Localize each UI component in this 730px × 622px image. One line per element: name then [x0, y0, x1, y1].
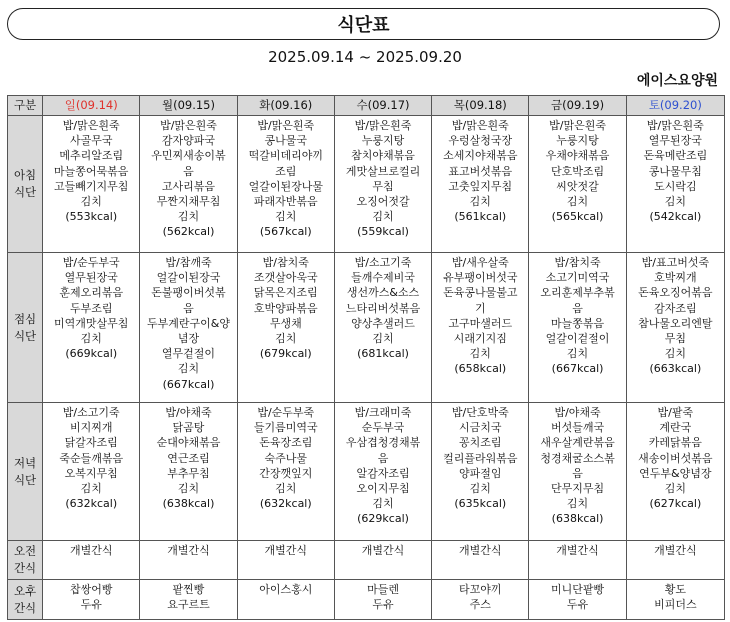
menu-item: 김치: [80, 482, 102, 496]
menu-item: 김치: [469, 195, 491, 209]
menu-item: 밥/소고기죽: [62, 406, 120, 419]
calorie-value: (638kcal): [551, 512, 604, 526]
menu-item: 참치야채볶음: [351, 149, 415, 163]
menu-cell: [237, 403, 334, 541]
menu-item: 청경채굴소스볶: [540, 451, 615, 465]
menu-item: 들기름미역국: [253, 421, 318, 435]
menu-item: 김치: [275, 482, 297, 496]
menu-item: 들깨수제비국: [351, 271, 415, 285]
menu-item: 김치: [469, 347, 491, 361]
calorie-value: (627kcal): [649, 497, 702, 511]
menu-item: 아이스홍시: [259, 583, 313, 596]
row-pm-snack: [8, 580, 725, 620]
menu-body: [8, 116, 725, 620]
menu-item: 김치: [80, 195, 102, 209]
menu-item: 밥/맑은흰죽: [160, 119, 217, 132]
row-label-line: 아침: [13, 168, 37, 182]
menu-item: 밥/맑은흰죽: [549, 119, 606, 132]
corner-cell: 구분: [8, 96, 43, 116]
menu-cell: [529, 253, 626, 403]
calorie-value: (635kcal): [454, 497, 507, 511]
day-header-fri: 금(09.19): [529, 96, 626, 116]
menu-cell: [334, 541, 431, 580]
menu-item: 버섯들깨국: [550, 421, 605, 435]
menu-cell: [626, 116, 724, 253]
menu-item: 김치: [372, 210, 394, 224]
menu-item: 무침: [372, 179, 394, 193]
menu-item: 개별간식: [167, 544, 210, 557]
calorie-value: (669kcal): [65, 347, 118, 361]
menu-item: 돈육장조림: [259, 436, 313, 450]
menu-item: 표고버섯볶음: [448, 164, 513, 178]
menu-item: 밥/팥죽: [657, 406, 694, 419]
menu-item: 파래자반볶음: [253, 195, 318, 209]
row-label-line: 오후: [13, 583, 37, 598]
menu-cell: [43, 541, 140, 580]
menu-item: 김치: [469, 482, 491, 496]
day-header-tue: 화(09.16): [237, 96, 334, 116]
menu-cell: [140, 403, 237, 541]
menu-cell: [529, 541, 626, 580]
day-header-sun: 일(09.14): [43, 96, 140, 116]
menu-item: 팥찐빵: [172, 583, 205, 596]
menu-item: 우민찌새송이볶: [151, 149, 226, 163]
calorie-value: (561kcal): [454, 210, 507, 224]
day-header-wed: 수(09.17): [334, 96, 431, 116]
menu-item: 마들렌: [367, 583, 399, 596]
menu-item: 돈육오징어볶음: [638, 286, 713, 300]
menu-cell: [334, 253, 431, 403]
menu-cell: [237, 580, 334, 620]
menu-item: 죽순들깨볶음: [59, 451, 124, 465]
row-label-pm-snack: [8, 580, 43, 620]
menu-item: 카레닭볶음: [648, 436, 702, 450]
menu-table: [7, 95, 725, 620]
menu-item: 김치: [664, 347, 686, 361]
menu-cell: [237, 541, 334, 580]
menu-item: 밥/순두부죽: [257, 406, 315, 419]
menu-cell: [432, 580, 529, 620]
menu-item: 느타리버섯볶음: [345, 301, 421, 315]
menu-cell: [432, 541, 529, 580]
menu-cell: [626, 403, 724, 541]
menu-item: 두부계란구이&양: [147, 316, 230, 330]
menu-item: 기: [474, 301, 486, 315]
menu-cell: [140, 580, 237, 620]
menu-item: 밥/야채죽: [554, 406, 601, 419]
menu-item: 생선까스&소스: [346, 286, 420, 300]
calorie-value: (667kcal): [162, 377, 215, 391]
menu-item: 호박찌개: [654, 271, 697, 285]
calorie-value: (667kcal): [551, 362, 604, 376]
menu-cell: [43, 253, 140, 403]
menu-item: 김치: [372, 332, 394, 346]
menu-item: 얼갈이된장나물: [248, 179, 323, 193]
menu-cell: [334, 580, 431, 620]
row-label-am-snack: [8, 541, 43, 580]
menu-item: 타꼬야끼: [459, 583, 502, 596]
menu-item: 밥/크래미죽: [354, 406, 412, 419]
menu-item: 순두부국: [361, 421, 405, 435]
calorie-value: (632kcal): [259, 497, 312, 511]
menu-item: 김치: [664, 482, 686, 496]
menu-item: 양상추샐러드: [351, 316, 415, 330]
menu-item: 고구마샐러드: [448, 316, 513, 330]
menu-cell: [43, 116, 140, 253]
row-label-line: 간식: [13, 600, 37, 615]
menu-item: 돈육콩나물불고: [443, 286, 518, 300]
menu-item: 두부조림: [69, 301, 113, 315]
menu-item: 시래기지짐: [453, 332, 507, 346]
day-header-sat: 토(09.20): [626, 96, 724, 116]
menu-cell: [432, 253, 529, 403]
menu-cell: [529, 580, 626, 620]
menu-item: 무생채: [269, 316, 302, 330]
menu-item: 간장깻잎지: [259, 466, 313, 480]
calorie-value: (632kcal): [65, 497, 118, 511]
menu-item: 념장: [177, 332, 200, 346]
menu-item: 양파절임: [459, 466, 502, 480]
menu-item: 순대야채볶음: [156, 436, 221, 450]
menu-cell: [529, 116, 626, 253]
menu-item: 밥/야채죽: [165, 406, 212, 419]
menu-item: 김치: [80, 332, 102, 346]
menu-item: 무침: [664, 332, 686, 346]
menu-cell: [432, 403, 529, 541]
menu-item: 소고기미역국: [545, 271, 610, 285]
menu-item: 밥/단호박죽: [451, 406, 509, 419]
menu-item: 개별간식: [264, 544, 308, 557]
menu-item: 비지찌개: [69, 421, 113, 435]
menu-item: 밥/맑은흰죽: [257, 119, 315, 132]
menu-cell: [43, 403, 140, 541]
menu-item: 훈제오리볶음: [59, 286, 124, 300]
row-label-line: 간식: [13, 561, 37, 575]
menu-cell: [626, 580, 724, 620]
menu-item: 콩나물국: [264, 134, 308, 148]
menu-cell: [626, 541, 724, 580]
menu-item: 도시락김: [654, 179, 697, 193]
calorie-value: (565kcal): [551, 210, 604, 224]
menu-item: 두유: [566, 598, 589, 612]
menu-item: 닭목은지조림: [253, 286, 318, 300]
calorie-value: (638kcal): [162, 497, 215, 511]
menu-item: 참나물오리엔탈: [638, 316, 713, 330]
menu-item: 두유: [80, 598, 102, 612]
menu-item: 밥/소고기죽: [354, 256, 412, 269]
menu-item: 우렁살청국장: [448, 134, 513, 148]
menu-item: 유부팽이버섯국: [443, 271, 518, 285]
menu-cell: [237, 116, 334, 253]
menu-item: 우삼겹청경채볶: [345, 436, 421, 450]
menu-item: 밥/맑은흰죽: [354, 119, 412, 132]
menu-item: 조갯살아욱국: [253, 271, 318, 285]
menu-item: 열무된장국: [648, 134, 702, 148]
menu-item: 계란국: [659, 421, 692, 435]
menu-item: 밥/참치죽: [554, 256, 601, 269]
menu-item: 메추리알조림: [59, 149, 124, 163]
menu-item: 닭곰탕: [172, 421, 205, 435]
menu-item: 돈불팽이버섯볶: [151, 286, 226, 300]
menu-cell: [237, 253, 334, 403]
menu-item: 밥/참치죽: [262, 256, 309, 269]
menu-item: 조림: [275, 164, 297, 178]
menu-cell: [43, 580, 140, 620]
calorie-value: (629kcal): [357, 512, 409, 526]
date-range: 2025.09.14 ~ 2025.09.20: [268, 48, 462, 66]
calorie-value: (658kcal): [454, 362, 507, 376]
menu-item: 단호박조림: [550, 164, 605, 178]
menu-item: 숙주나물: [264, 451, 308, 465]
row-label-dinner: [8, 403, 43, 541]
menu-cell: [529, 403, 626, 541]
menu-item: 개별간식: [556, 544, 599, 557]
menu-item: 개별간식: [361, 544, 405, 557]
row-label-line: 식단: [13, 328, 37, 343]
menu-item: 음: [183, 301, 194, 315]
menu-item: 꽁치조림: [459, 436, 502, 450]
menu-item: 요구르트: [167, 598, 210, 612]
menu-item: 비피더스: [654, 598, 697, 612]
menu-item: 감자양파국: [161, 134, 216, 148]
menu-item: 우채야채볶음: [545, 149, 610, 163]
menu-item: 오리훈제부추볶: [540, 286, 615, 300]
menu-item: 누룽지탕: [361, 134, 405, 148]
calorie-value: (562kcal): [162, 225, 215, 239]
menu-item: 오징어젓갈: [356, 195, 410, 209]
row-breakfast: [8, 116, 725, 253]
menu-item: 누룽지탕: [556, 134, 599, 148]
calorie-value: (567kcal): [259, 225, 312, 239]
menu-item: 두유: [372, 598, 394, 612]
menu-item: 밥/맑은흰죽: [646, 119, 704, 132]
calorie-value: (663kcal): [649, 362, 702, 376]
menu-item: 밥/표고버섯죽: [641, 256, 710, 269]
menu-item: 콩나물무침: [648, 164, 702, 178]
page-title: 식단표: [7, 8, 720, 40]
menu-item: 황도: [664, 583, 686, 596]
calorie-value: (679kcal): [259, 347, 312, 361]
menu-item: 주스: [469, 598, 491, 612]
header-row: [8, 96, 725, 116]
menu-item: 단무지무침: [550, 482, 605, 496]
menu-cell: [334, 403, 431, 541]
menu-item: 밥/순두부국: [62, 256, 120, 269]
menu-item: 호박양파볶음: [253, 301, 318, 315]
menu-item: 김치: [664, 195, 686, 209]
menu-item: 밥/참깨죽: [165, 256, 212, 269]
menu-item: 김치: [566, 347, 589, 361]
row-label-line: 점심: [13, 311, 37, 326]
row-label-line: 식단: [13, 185, 37, 199]
menu-item: 감자조림: [654, 301, 697, 315]
menu-item: 고춧잎지무침: [448, 179, 513, 193]
day-header-mon: 월(09.15): [140, 96, 237, 116]
menu-item: 컬리플라워볶음: [443, 451, 518, 465]
menu-cell: [140, 541, 237, 580]
menu-item: 씨앗젓갈: [556, 179, 599, 193]
menu-item: 김치: [177, 482, 200, 496]
menu-item: 개별간식: [654, 544, 697, 557]
menu-item: 고들빼기지무침: [54, 179, 129, 193]
menu-item: 새우살계란볶음: [540, 436, 615, 450]
menu-item: 음: [572, 466, 583, 480]
menu-item: 마늘쫑볶음: [550, 316, 605, 330]
menu-item: 소세지야채볶음: [443, 149, 518, 163]
row-label-line: 식단: [13, 472, 37, 487]
menu-item: 미역개맛살무침: [54, 316, 129, 330]
menu-item: 오이지무침: [356, 482, 410, 496]
calorie-value: (559kcal): [357, 225, 409, 239]
row-am-snack: [8, 541, 725, 580]
menu-item: 돈육메란조림: [643, 149, 708, 163]
menu-item: 연두부&양념장: [639, 466, 712, 480]
calorie-value: (542kcal): [649, 210, 702, 224]
menu-item: 김치: [566, 497, 589, 511]
menu-item: 얼갈이된장국: [156, 271, 221, 285]
day-header-thu: 목(09.18): [432, 96, 529, 116]
menu-cell: [140, 253, 237, 403]
menu-item: 개별간식: [459, 544, 502, 557]
menu-item: 새송이버섯볶음: [638, 451, 713, 465]
row-label-breakfast: [8, 116, 43, 253]
menu-item: 오복지무침: [64, 466, 118, 480]
menu-item: 열무겉절이: [161, 347, 216, 361]
menu-item: 음: [572, 301, 583, 315]
menu-item: 고사리볶음: [161, 179, 216, 193]
menu-item: 열무된장국: [64, 271, 118, 285]
menu-cell: [140, 116, 237, 253]
menu-item: 미니단팥빵: [550, 583, 605, 596]
menu-item: 밥/맑은흰죽: [451, 119, 509, 132]
menu-cell: [432, 116, 529, 253]
menu-item: 김치: [566, 195, 589, 209]
organization-name: 에이스요양원: [636, 73, 718, 89]
menu-item: 김치: [275, 210, 297, 224]
menu-item: 찹쌍어빵: [69, 583, 113, 596]
menu-item: 얼갈이겉절이: [545, 332, 610, 346]
calorie-value: (681kcal): [357, 347, 409, 361]
menu-item: 알감자조림: [356, 466, 410, 480]
menu-item: 무짠지채무침: [156, 195, 221, 209]
menu-item: 부추무침: [167, 466, 210, 480]
menu-item: 밥/새우살죽: [451, 256, 509, 269]
menu-cell: [334, 116, 431, 253]
menu-item: 김치: [275, 332, 297, 346]
menu-item: 게맛살브로컬리: [345, 164, 421, 178]
menu-item: 음: [183, 164, 194, 178]
menu-item: 밥/맑은흰죽: [62, 119, 120, 132]
menu-item: 닭갈자조림: [64, 436, 118, 450]
row-label-line: 오전: [13, 544, 37, 558]
row-dinner: [8, 403, 725, 541]
row-label-line: 저녁: [13, 455, 37, 470]
menu-item: 시금치국: [459, 421, 502, 435]
menu-item: 김치: [372, 497, 394, 511]
menu-item: 연근조림: [167, 451, 210, 465]
menu-item: 떡갈비데리야끼: [248, 149, 323, 163]
menu-item: 김치: [177, 210, 200, 224]
menu-cell: [626, 253, 724, 403]
menu-item: 음: [377, 451, 389, 465]
row-label-lunch: [8, 253, 43, 403]
menu-item: 김치: [177, 362, 200, 376]
calorie-value: (553kcal): [65, 210, 118, 224]
row-lunch: [8, 253, 725, 403]
menu-item: 개별간식: [69, 544, 113, 557]
menu-item: 사골무국: [69, 134, 113, 148]
menu-item: 마늘쫑어묵볶음: [54, 164, 129, 178]
